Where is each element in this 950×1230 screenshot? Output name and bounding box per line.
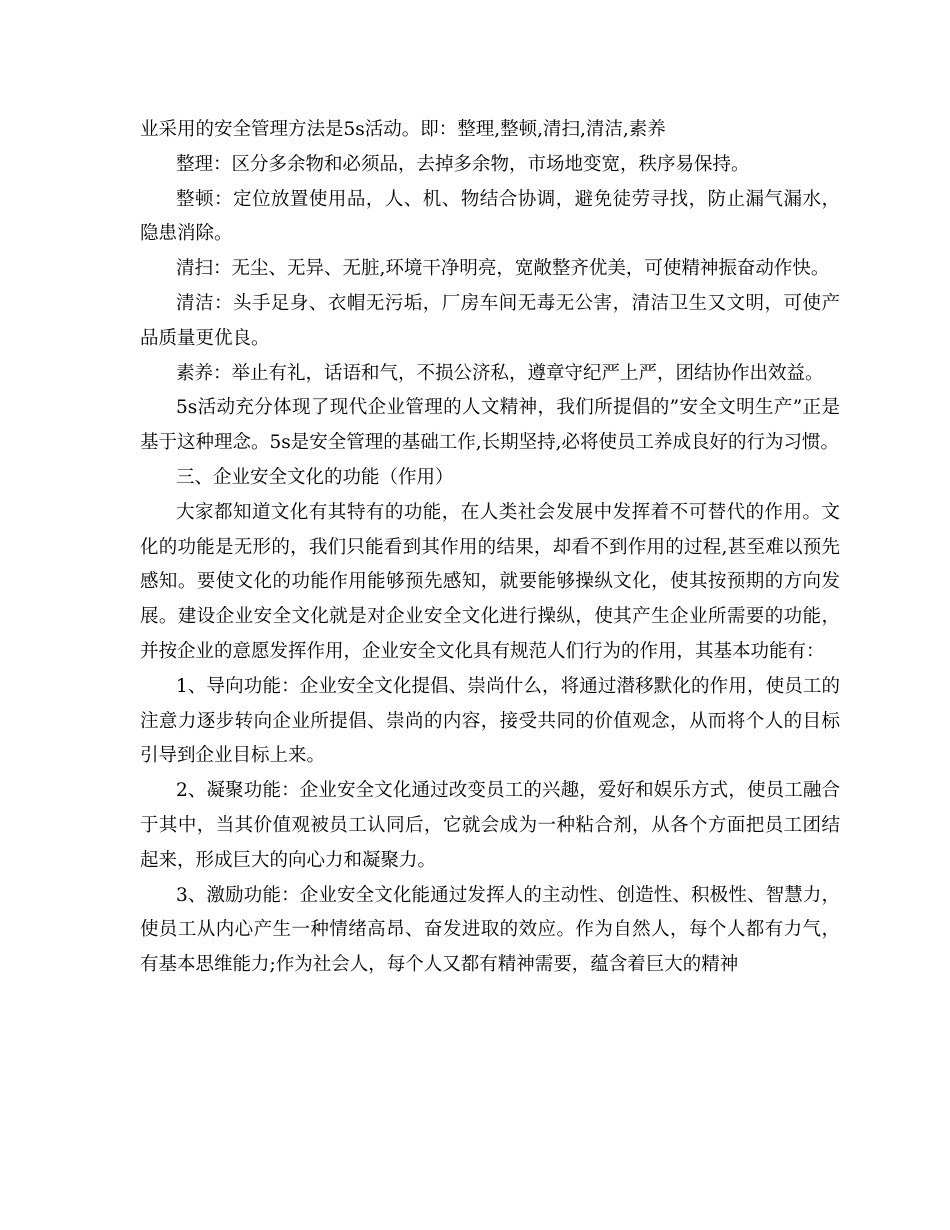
paragraph-guidance-function: 1、导向功能：企业安全文化提倡、崇尚什么，将通过潜移默化的作用，使员工的注意力逐步转向企业所提倡、崇尚的内容，接受共同的价值观念，从而将个人的目标引导到企业目标上来。 [140,675,840,767]
paragraph-suyang: 素养：举止有礼，话语和气，不损公济私，遵章守纪严上严，团结协作出效益。 [176,362,824,384]
document-body [140,113,840,983]
section-heading-functions: 三、企业安全文化的功能（作用） [176,466,454,488]
paragraph-zhengdun: 整顿：定位放置使用品，人、机、物结合协调，避免徒劳寻找，防止漏气漏水，隐患消除。 [140,188,840,245]
paragraph-zhengli: 整理：区分多余物和必须品，去掉多余物，市场地变宽，秩序易保持。 [176,153,750,175]
paragraph-culture-functions: 大家都知道文化有其特有的功能，在人类社会发展中发挥着不可替代的作用。文化的功能是无形的，我们只能看到其作用的结果，却看不到作用的过程,甚至难以预先感知。要使文化的功能作用能够预先感知，就要能够操纵文化，使其按预期的方向发展。建设企业安全文化就是对企业安全文化进行操纵，使其产生企业所需要的功能，并按企业的意愿发挥作用，企业安全文化具有规范人们行为的作用，其基本功能有： [140,501,840,662]
paragraph-cohesion-function: 2、凝聚功能：企业安全文化通过改变员工的兴趣，爱好和娱乐方式，使员工融合于其中，当其价值观被员工认同后，它就会成为一种粘合剂，从各个方面把员工团结起来，形成巨大的向心力和凝聚力。 [140,780,840,871]
paragraph-qingjie: 清洁：头手足身、衣帽无污垢，厂房车间无毒无公害，清洁卫生又文明，可使产品质量更优良。 [140,292,840,349]
paragraph-qingsao: 清扫：无尘、无异、无脏,环境干净明亮，宽敞整齐优美，可使精神振奋动作快。 [176,258,830,280]
paragraph-5s-summary: 5s活动充分体现了现代企业管理的人文精神，我们所提倡的”安全文明生产”正是基于这种理念。5s是安全管理的基础工作,长期坚持,必将使员工养成良好的行为习惯。 [140,397,840,454]
paragraph-motivation-function: 3、激励功能：企业安全文化能通过发挥人的主动性、创造性、积极性、智慧力，使员工从内心产生一种情绪高昂、奋发进取的效应。作为自然人，每个人都有力气，有基本思维能力;作为社会人，每个人又都有精神需要，蕴含着巨大的精神 [140,884,840,976]
paragraph-5s-intro: 业采用的安全管理方法是5s活动。即：整理,整顿,清扫,清洁,素养 [140,119,666,140]
